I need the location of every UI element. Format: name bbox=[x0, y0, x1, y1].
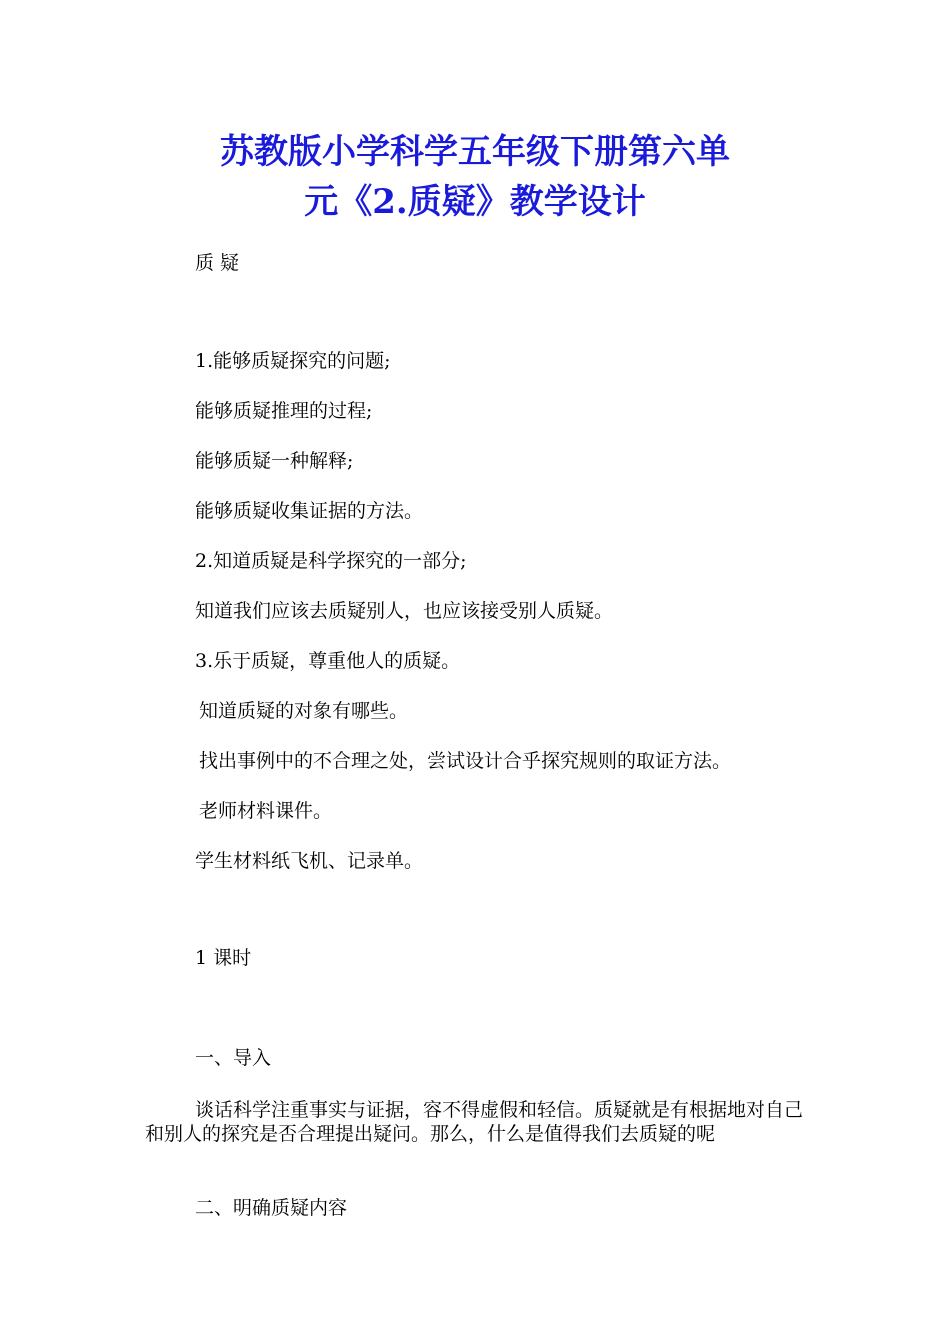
objective-2-item-1: 2.知道质疑是科学探究的一部分; bbox=[195, 550, 467, 572]
teacher-materials: 老师材料课件。 bbox=[199, 800, 333, 822]
objective-1-item-1: 1.能够质疑探究的问题; bbox=[195, 350, 391, 372]
objective-1-item-3: 能够质疑一种解释; bbox=[195, 450, 354, 472]
objective-1-item-2: 能够质疑推理的过程; bbox=[195, 400, 373, 422]
section-1-heading: 一、导入 bbox=[195, 1047, 272, 1069]
student-materials: 学生材料纸飞机、记录单。 bbox=[195, 850, 424, 872]
objective-2-item-2: 知道我们应该去质疑别人，也应该接受别人质疑。 bbox=[195, 600, 614, 622]
objective-3: 3.乐于质疑，尊重他人的质疑。 bbox=[195, 650, 461, 672]
section-2-heading: 二、明确质疑内容 bbox=[195, 1197, 348, 1219]
key-point: 知道质疑的对象有哪些。 bbox=[199, 700, 409, 722]
document-title-line-2: 元《2.质疑》教学设计 bbox=[304, 182, 646, 222]
class-hours: 1 课时 bbox=[195, 947, 252, 969]
document-title-line-1: 苏教版小学科学五年级下册第六单 bbox=[220, 132, 730, 172]
difficult-point: 找出事例中的不合理之处，尝试设计合乎探究规则的取证方法。 bbox=[199, 750, 732, 772]
intro-paragraph: 谈话科学注重事实与证据，容不得虚假和轻信。质疑就是有根据地对自己和别人的探究是否合理提出疑问。那么，什么是值得我们去质疑的呢 bbox=[145, 1099, 804, 1145]
objective-1-item-4: 能够质疑收集证据的方法。 bbox=[195, 500, 424, 522]
lesson-name: 质 疑 bbox=[195, 252, 240, 274]
